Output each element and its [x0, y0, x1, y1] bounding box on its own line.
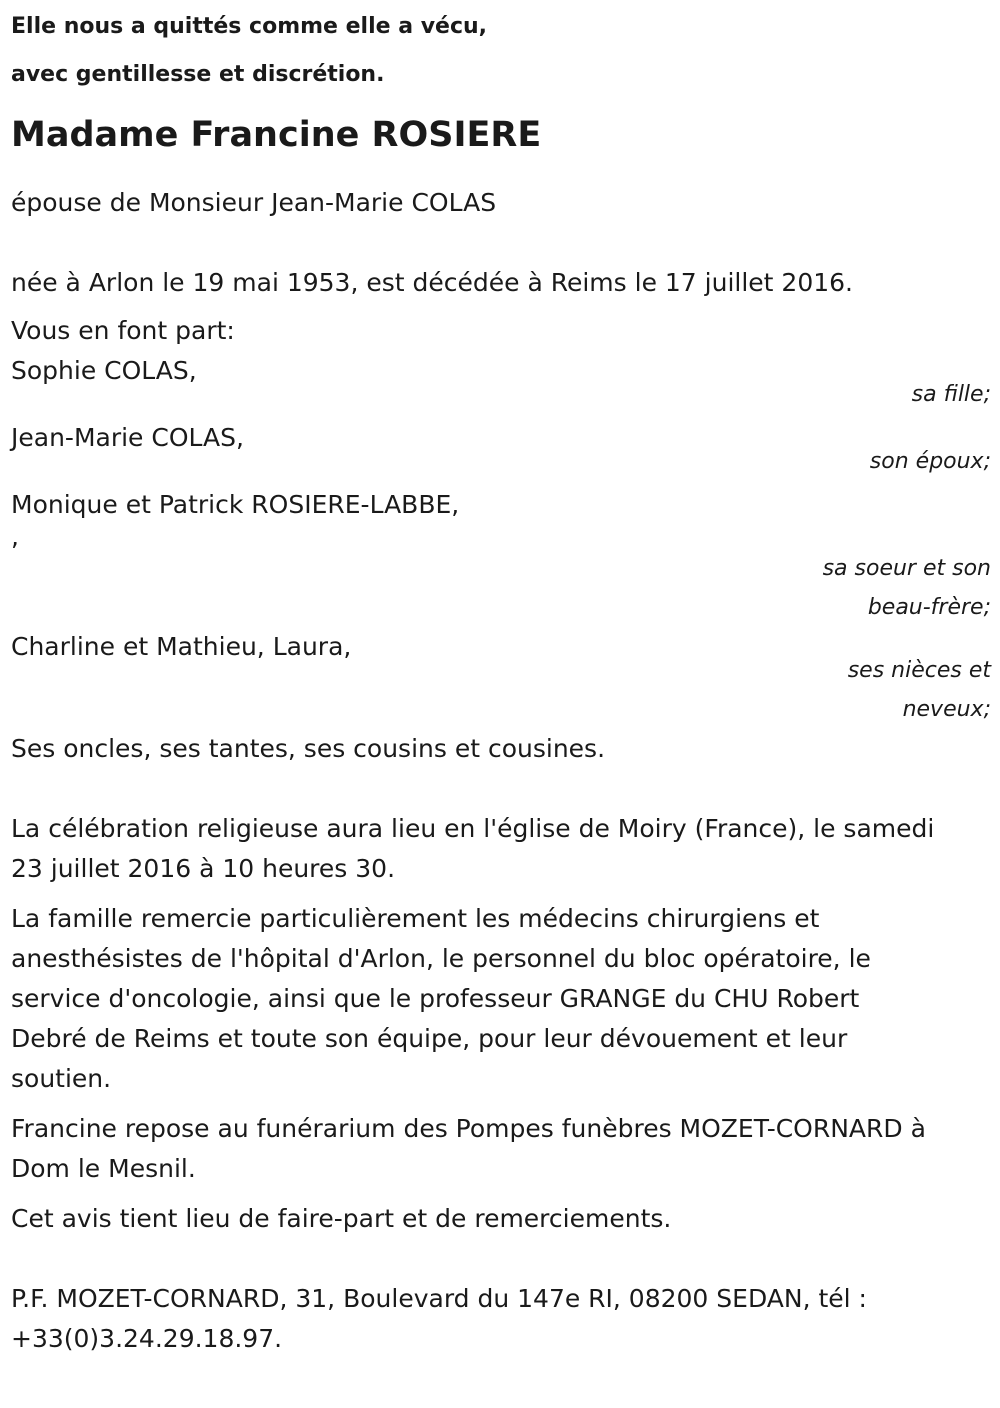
ceremony-paragraph: [11, 809, 991, 889]
family-list: [11, 351, 991, 729]
announce-label: Vous en font part:: [11, 316, 235, 345]
family-relation-line-2: beau-frère;: [867, 595, 991, 620]
family-relation-line-1: sa soeur et son: [822, 556, 991, 581]
epigraph: [11, 3, 991, 99]
family-relation: son époux;: [869, 449, 991, 474]
repose-paragraph: [11, 1109, 991, 1189]
epigraph-line-1: Elle nous a quittés comme elle a vécu,: [11, 14, 488, 39]
deceased-name: Madame Francine ROSIERE: [11, 115, 542, 155]
family-entry-4: [11, 627, 991, 729]
epigraph-line-2: avec gentillesse et discrétion.: [11, 62, 385, 87]
ceremony-line-1: La célébration religieuse aura lieu en l'église de Moiry (France), le samedi: [11, 814, 935, 843]
thanks-line-4: Debré de Reims et toute son équipe, pour leur dévouement et leur: [11, 1024, 848, 1053]
thanks-line-5: soutien.: [11, 1064, 112, 1093]
agency-line-1: P.F. MOZET-CORNARD, 31, Boulevard du 147e RI, 08200 SEDAN, tél :: [11, 1284, 867, 1313]
family-entry-1: [11, 351, 991, 414]
thanks-paragraph: [11, 899, 991, 1099]
thanks-line-1: La famille remercie particulièrement les médecins chirurgiens et: [11, 904, 820, 933]
thanks-line-3: service d'oncologie, ainsi que le professeur GRANGE du CHU Robert: [11, 984, 860, 1013]
relatives-line: Ses oncles, ses tantes, ses cousins et cousines.: [11, 734, 606, 763]
birth-death-line: née à Arlon le 19 mai 1953, est décédée à Reims le 17 juillet 2016.: [11, 268, 853, 297]
family-name: Charline et Mathieu, Laura,: [11, 632, 352, 661]
repose-line-2: Dom le Mesnil.: [11, 1154, 196, 1183]
spouse-line: épouse de Monsieur Jean-Marie COLAS: [11, 188, 497, 217]
family-name: Sophie COLAS,: [11, 356, 197, 385]
family-name: Monique et Patrick ROSIERE-LABBE,: [11, 490, 460, 519]
family-entry-3: [11, 485, 991, 627]
family-extra: ,: [11, 522, 19, 551]
repose-line-1: Francine repose au funérarium des Pompes funèbres MOZET-CORNARD à: [11, 1114, 926, 1143]
obituary-notice: [11, 0, 991, 1359]
funeral-agency: [11, 1279, 991, 1359]
family-relation-line-1: ses nièces et: [847, 658, 991, 683]
family-relation: sa fille;: [911, 382, 991, 407]
thanks-line-2: anesthésistes de l'hôpital d'Arlon, le personnel du bloc opératoire, le: [11, 944, 871, 973]
ceremony-line-2: 23 juillet 2016 à 10 heures 30.: [11, 854, 396, 883]
family-relation-line-2: neveux;: [902, 697, 991, 722]
family-name: Jean-Marie COLAS,: [11, 423, 244, 452]
family-entry-2: [11, 418, 991, 481]
notice-line: Cet avis tient lieu de faire-part et de remerciements.: [11, 1204, 672, 1233]
agency-line-2: +33(0)3.24.29.18.97.: [11, 1324, 283, 1353]
